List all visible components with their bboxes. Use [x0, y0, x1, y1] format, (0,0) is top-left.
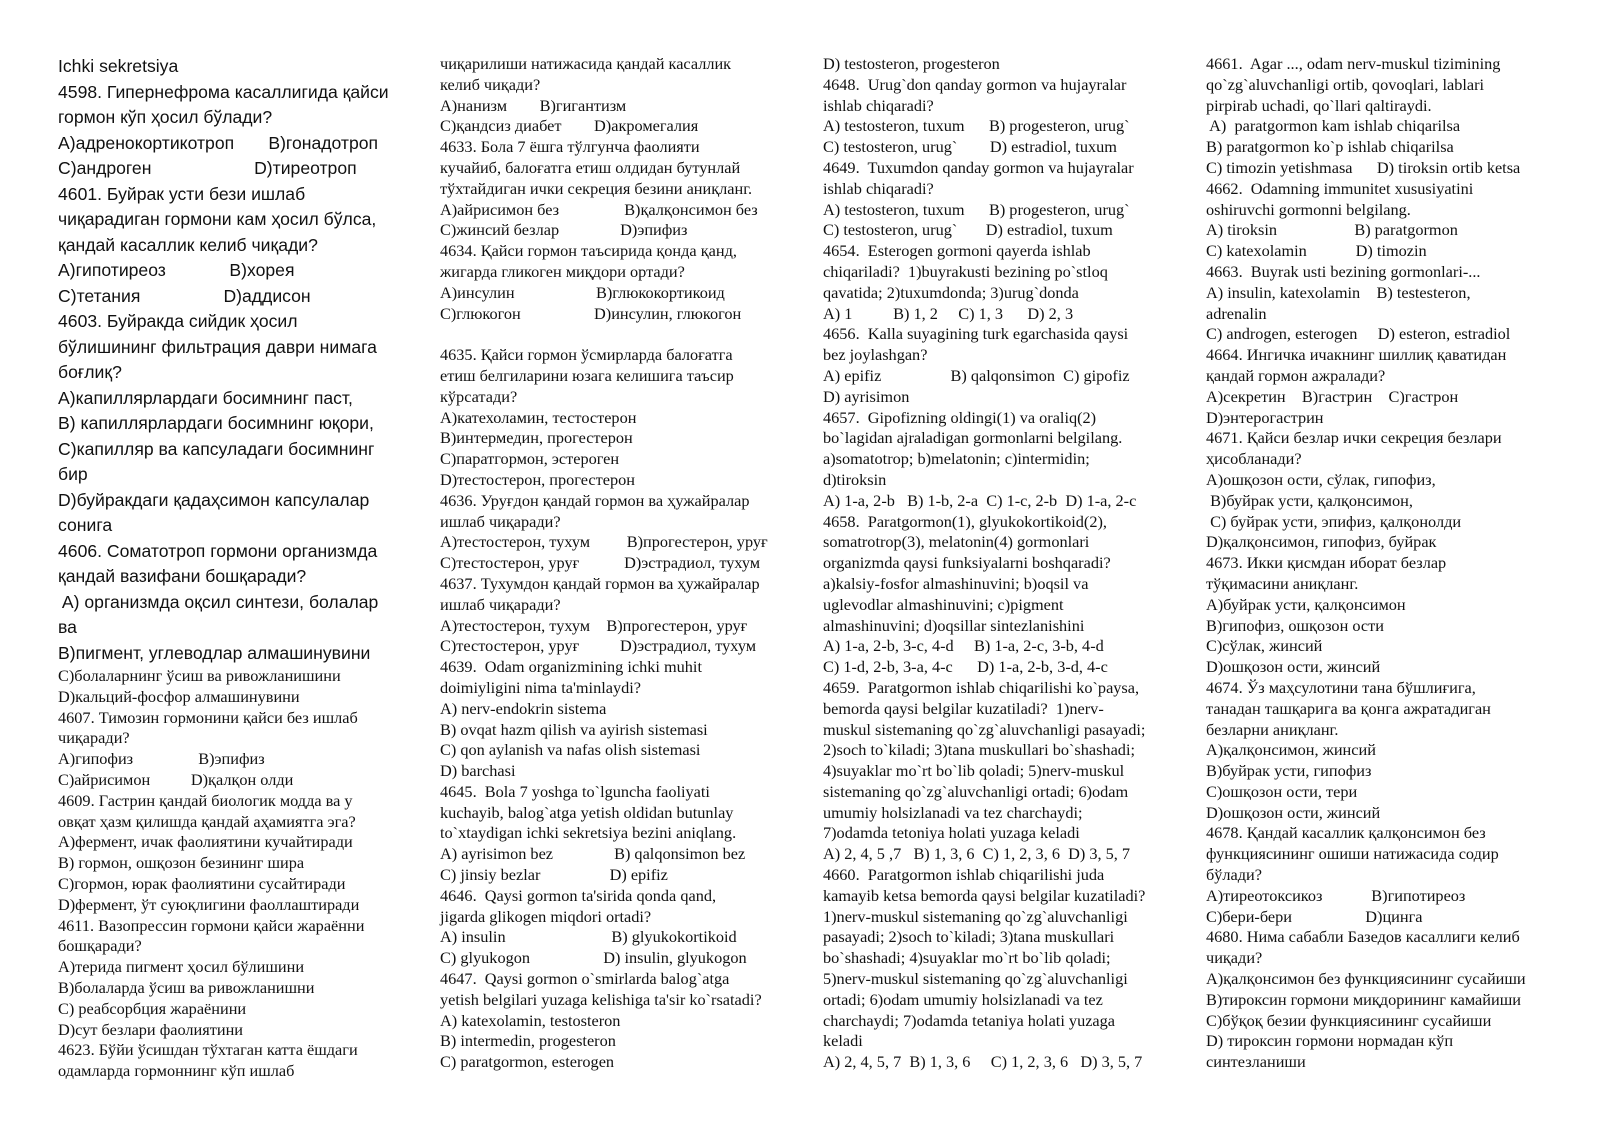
text-line: adrenalin [1206, 303, 1267, 323]
text-line: A)адренокортикотроп B)гонадотроп [58, 132, 379, 153]
text-line: ишлаб чиқаради? [440, 511, 561, 531]
text-line: A) insulin, katexolamin B) testesteron, [1206, 282, 1471, 302]
text-line: D)тестостерон, прогестерон [440, 469, 635, 489]
text-line: C)ошқозон ости, тери [1206, 781, 1358, 801]
text-line: C) timozin yetishmasa D) tiroksin ortib ketsa [1206, 157, 1521, 177]
text-line: A)терида пигмент ҳосил бўлишини [58, 957, 305, 977]
text-line: bemorda qaysi belgilar kuzatiladi? 1)nerv- [823, 698, 1104, 718]
text-line: кўрсатади? [440, 386, 518, 406]
text-line: C) 1-d, 2-b, 3-a, 4-c D) 1-a, 2-b, 3-d, 4-c [823, 657, 1108, 677]
text-line: to`xtaydigan ichki sekretsiya bezini aniqlang. [440, 823, 737, 843]
text-line: 4671. Қайси безлар ички секреция безлари [1206, 428, 1502, 448]
text-line: A)қалқонсимон, жинсий [1206, 740, 1376, 760]
text-line: танадан ташқарига ва қонга ажратадиган [1206, 698, 1491, 718]
text-line: somatrotrop(3), melatonin(4) gormonlari [823, 532, 1090, 552]
text-line: B)буйрак усти, гипофиз [1206, 761, 1372, 781]
text-line: A) 1 B) 1, 2 C) 1, 3 D) 2, 3 [823, 303, 1074, 323]
text-line: C) qon aylanish va nafas olish sistemasi [440, 740, 701, 760]
text-line: pasayadi; 2)soch to`kiladi; 3)tana muskullari [823, 927, 1115, 947]
text-line: D)кальций-фосфор алмашинувини [58, 686, 300, 706]
text-line: чиқаради? [58, 728, 130, 748]
text-line: C) androgen, esterogen D) esteron, estradiol [1206, 324, 1511, 344]
text-line: C)тестостерон, уруғ D)эстрадиол, тухум [440, 636, 757, 656]
text-line: 4660. Paratgormon ishlab chiqarilishi juda [823, 865, 1105, 885]
text-line: чиқади? [1206, 948, 1263, 968]
text-line: 4658. Paratgormon(1), glyukokortikoid(2), [823, 511, 1107, 531]
text-line: 4637. Тухумдон қандай гормон ва ҳужайралар [440, 573, 760, 593]
text-line: A) организмда оқсил синтези, болалар [58, 591, 379, 612]
text-line: C)жинсий безлар D)эпифиз [440, 220, 688, 240]
text-line: B) гормон, ошқозон безининг шира [58, 853, 305, 873]
text-line: A)секретин B)гастрин C)гастрон [1206, 386, 1459, 406]
text-line: синтезланиши [1206, 1052, 1306, 1072]
text-line: C)капилляр ва капсуладаги босимнинг [58, 438, 375, 459]
text-line: pirpirab uchadi, qo`llari qaltiraydi. [1206, 95, 1432, 115]
text-line: B)буйрак усти, қалқонсимон, [1206, 490, 1413, 510]
text-line: 4645. Bola 7 yoshga to`lguncha faoliyati [440, 781, 710, 801]
text-line: A)фермент, ичак фаолиятини кучайтиради [58, 832, 353, 852]
text-line: гормон кўп ҳосил бўлади? [58, 107, 273, 127]
text-line: D) тироксин гормони нормадан кўп [1206, 1031, 1454, 1051]
text-line: a)kalsiy-fosfor almashinuvini; b)oqsil va [823, 573, 1089, 593]
text-line: 4678. Қандай касаллик қалқонсимон без [1206, 823, 1486, 843]
text-line: qavatida; 2)tuxumdonda; 3)urug`donda [823, 282, 1079, 302]
text-line: 7)odamda tetoniya holati yuzaga keladi [823, 823, 1080, 843]
column-3 [823, 54, 1193, 1073]
text-line: 4647. Qaysi gormon o`smirlarda balog`atga [440, 969, 730, 989]
text-line: D)буйракдаги қадаҳсимон капсулалар [58, 489, 370, 510]
text-line: B) intermedin, progesteron [440, 1031, 616, 1051]
text-line: чиқарилиши натижасида қандай касаллик [440, 54, 732, 73]
text-line: 4646. Qaysi gormon ta'sirida qonda qand, [440, 885, 717, 905]
text-line: B)тироксин гормони миқдорининг камайиши [1206, 989, 1521, 1009]
text-line: organizmda qaysi funksiyalarni boshqaradi? [823, 553, 1111, 573]
text-line: D) barchasi [440, 761, 516, 781]
text-line: безларни аниқланг. [1206, 719, 1339, 739]
text-line: A)инсулин B)глюкокортикоид [440, 282, 725, 302]
text-line: 4639. Odam organizmining ichki muhit [440, 657, 702, 677]
text-line: тўқимасини аниқланг. [1206, 573, 1359, 593]
text-line: D)сут безлари фаолиятини [58, 1019, 244, 1039]
text-line: боғлиқ? [58, 362, 122, 382]
text-line: B)болаларда ўсиш ва ривожланишни [58, 977, 315, 997]
text-line: C) glyukogon D) insulin, glyukogon [440, 948, 747, 968]
text-line: qo`zg`aluvchanligi ortib, qovoqlari, lablari [1206, 74, 1485, 94]
text-line: бўлади? [1206, 865, 1262, 885]
text-line: doimiyligini nima ta'minlaydi? [440, 677, 641, 697]
text-line: етиш белгиларини юзага келишига таъсир [440, 365, 734, 385]
text-line: қандай вазифани бошқаради? [58, 566, 307, 586]
column-2-text [440, 54, 810, 1073]
text-line: umumiy holsizlanadi va tez charchaydi; [823, 802, 1083, 822]
text-line: A) tiroksin B) paratgormon [1206, 220, 1458, 240]
text-line: charchaydi; 7)odamda tetaniya holati yuzaga [823, 1010, 1116, 1030]
text-line: C)бўқоқ безии функциясининг сусайиши [1206, 1010, 1492, 1030]
column-3-text [823, 54, 1193, 1073]
text-line: келиб чиқади? [440, 74, 541, 94]
text-line: A) 1-a, 2-b, 3-c, 4-d B) 1-a, 2-c, 3-b, 4-d [823, 636, 1104, 656]
text-line: D)ошқозон ости, жинсий [1206, 657, 1381, 677]
text-line: ishlab chiqaradi? [823, 178, 934, 198]
text-line: jigarda glikogen miqdori ortadi? [440, 906, 652, 926]
text-line: A) 2, 4, 5, 7 B) 1, 3, 6 C) 1, 2, 3, 6 D) 3, 5, 7 [823, 1052, 1143, 1072]
text-line: a)somatotrop; b)melatonin; c)intermidin; [823, 449, 1090, 469]
text-line: 4680. Нима сабабли Базедов касаллиги келиб [1206, 927, 1520, 947]
text-line: C)тестостерон, уруғ D)эстрадиол, тухум [440, 553, 761, 573]
text-line: chiqariladi? 1)buyrakusti bezining po`stloq [823, 261, 1108, 281]
text-line: Ichki sekretsiya [58, 56, 179, 76]
text-line: A) paratgormon kam ishlab chiqarilsa [1206, 116, 1461, 136]
text-line: 4657. Gipofizning oldingi(1) va oraliq(2) [823, 407, 1097, 427]
text-line: A) insulin B) glyukokortikoid [440, 927, 737, 947]
column-1-sans-text [58, 54, 420, 666]
text-line: бўлишининг фильтрация даври нимага [58, 336, 377, 357]
text-line: A) katexolamin, testosteron [440, 1010, 621, 1030]
text-line: 5)nerv-muskul sistemaning qo`zg`aluvchanligi [823, 969, 1128, 989]
text-line: функциясининг ошиши натижасида содир [1206, 844, 1499, 864]
text-line: C) testosteron, urug` D) estradiol, tuxum [823, 220, 1113, 240]
column-4 [1206, 54, 1591, 1073]
text-line: 4611. Вазопрессин гормони қайси жараённи [58, 915, 365, 935]
text-line: C)тетания D)аддисон [58, 285, 311, 306]
text-line: muskul sistemaning qo`zg`aluvchanligi pasayadi; [823, 719, 1146, 739]
text-line: bo`shashadi; 4)suyaklar mo`rt bo`lib qoladi; [823, 948, 1111, 968]
text-line: бир [58, 464, 88, 484]
text-line: 4)suyaklar mo`rt bo`lib qoladi; 5)nerv-muskul [823, 761, 1125, 781]
text-line: C) буйрак усти, эпифиз, қалқонолди [1206, 511, 1462, 531]
text-line: A) testosteron, tuxum B) progesteron, urug` [823, 199, 1130, 219]
text-line: B)интермедин, прогестерон [440, 428, 633, 448]
text-line: sistemaning qo`zg`aluvchanligi ortadi; 6)odam [823, 781, 1129, 801]
text-line: A)катехоламин, тестостерон [440, 407, 637, 427]
text-line: кучайиб, балоғатга етиш олдидан бутунлай [440, 157, 741, 177]
text-line: kuchayib, balog`atga yetish oldidan butunlay [440, 802, 734, 822]
text-line: kamayib ketsa bemorda qaysi belgilar kuzatiladi? [823, 885, 1146, 905]
text-line: A) nerv-endokrin sistema [440, 698, 607, 718]
text-line: 4654. Esterogen gormoni qayerda ishlab [823, 241, 1091, 261]
text-line: 4633. Бола 7 ёшга тўлгунча фаолияти [440, 137, 700, 157]
text-line: C)гормон, юрак фаолиятини сусайтиради [58, 873, 346, 893]
text-line: 4661. Agar ..., odam nerv-muskul tizimining [1206, 54, 1501, 73]
text-line: D) ayrisimon [823, 386, 910, 406]
text-line: 4598. Гипернефрома касаллигида қайси [58, 81, 389, 102]
text-line: keladi [823, 1031, 863, 1051]
text-line: C) katexolamin D) timozin [1206, 241, 1427, 261]
text-line: C)болаларнинг ўсиш ва ривожланишини [58, 666, 341, 685]
text-line: чиқарадиган гормони кам ҳосил бўлса, [58, 209, 377, 229]
text-line: сонига [58, 515, 113, 535]
text-line: 4649. Tuxumdon qanday gormon va hujayralar [823, 157, 1134, 177]
text-line: oshiruvchi gormonni belgilang. [1206, 199, 1411, 219]
text-line: A) 1-a, 2-b B) 1-b, 2-a C) 1-c, 2-b D) 1-a, 2-c [823, 490, 1137, 510]
text-line: бошқаради? [58, 936, 142, 956]
text-line: қандай гормон ажралади? [1206, 365, 1386, 385]
text-line: C)бери-бери D)цинга [1206, 906, 1423, 926]
text-line: almashinuvini; d)oqsillar sintezlanishini [823, 615, 1085, 635]
text-line: 4663. Buyrak usti bezining gormonlari-... [1206, 261, 1481, 281]
text-line: A)тестостерон, тухум B)прогестерон, уруғ [440, 615, 748, 635]
text-line: 4623. Бўйи ўсишдан тўхтаган катта ёшдаги [58, 1040, 358, 1060]
text-line: 4662. Odamning immunitet xususiyatini [1206, 178, 1474, 198]
text-line: 4603. Буйракда сийдик ҳосил [58, 311, 298, 331]
text-line: ҳисобланади? [1206, 449, 1302, 469]
text-line: B) капиллярлардаги босимнинг юқори, [58, 413, 374, 433]
text-line: d)tiroksin [823, 469, 887, 489]
text-line: 4664. Ингичка ичакнинг шиллиқ қаватидан [1206, 345, 1507, 365]
text-line: қандай касаллик келиб чиқади? [58, 234, 318, 255]
text-line: 4606. Соматотроп гормони организмда [58, 540, 378, 561]
text-line: A)капиллярлардаги босимнинг паст, [58, 387, 353, 408]
text-line: A)буйрак усти, қалқонсимон [1206, 594, 1406, 614]
text-line [440, 324, 810, 345]
text-line: B)гипофиз, ошқозон ости [1206, 615, 1384, 635]
text-line: uglevodlar almashinuvini; c)pigment [823, 594, 1064, 614]
text-line: 4609. Гастрин қандай биологик модда ва у [58, 790, 353, 810]
column-2 [440, 54, 810, 1073]
text-line: 4635. Қайси гормон ўсмирларда балоғатга [440, 345, 733, 365]
text-line: C)сўлак, жинсий [1206, 636, 1323, 656]
column-1-serif-text [58, 666, 420, 1082]
text-line: A)гипофиз B)эпифиз [58, 749, 265, 769]
text-line: A) epifiz B) qalqonsimon C) gipofiz [823, 365, 1130, 385]
text-line: A)тестостерон, тухум B)прогестерон, уруғ [440, 532, 768, 552]
text-line: A) ayrisimon bez B) qalqonsimon bez [440, 844, 746, 864]
text-line: C)глюкогон D)инсулин, глюкогон [440, 303, 742, 323]
text-line: 4659. Paratgormon ishlab chiqarilishi ko`paysa, [823, 677, 1140, 697]
text-line: 4674. Ўз маҳсулотини тана бўшлиғига, [1206, 677, 1476, 697]
text-line: 4656. Kalla suyagining turk egarchasida qaysi [823, 324, 1129, 344]
text-line: ishlab chiqaradi? [823, 95, 934, 115]
text-line: 4673. Икки қисмдан иборат безлар [1206, 553, 1447, 573]
text-line: A) testosteron, tuxum B) progesteron, urug` [823, 116, 1130, 136]
text-line: yetish belgilari yuzaga kelishiga ta'sir ko`rsatadi? [440, 989, 762, 1009]
text-line: ва [58, 617, 77, 637]
text-line: одамларда гормоннинг кўп ишлаб [58, 1061, 295, 1081]
text-line: A)айрисимон без B)қалқонсимон без [440, 199, 758, 219]
text-line: 4636. Уруғдон қандай гормон ва ҳужайралар [440, 490, 750, 510]
text-line: C)паратгормон, эстероген [440, 449, 620, 469]
column-4-text [1206, 54, 1591, 1073]
text-line: D)энтерогастрин [1206, 407, 1324, 427]
text-line: C)қандсиз диабет D)акромегалия [440, 116, 699, 136]
text-line: D)ошқозон ости, жинсий [1206, 802, 1381, 822]
text-line: B)пигмент, углеводлар алмашинувини [58, 642, 371, 663]
text-line: C) testosteron, urug` D) estradiol, tuxum [823, 137, 1117, 157]
text-line: C) jinsiy bezlar D) epifiz [440, 865, 668, 885]
text-line: 4634. Қайси гормон таъсирида қонда қанд, [440, 241, 737, 261]
text-line: овқат ҳазм қилишда қандай аҳамиятга эга? [58, 811, 356, 831]
text-line: C)андроген D)тиреотроп [58, 158, 357, 178]
text-line: 4648. Urug`don qanday gormon va hujayralar [823, 74, 1127, 94]
text-line: тўхтайдиган ички секреция безини аниқланг. [440, 178, 753, 198]
text-line: B) ovqat hazm qilish va ayirish sistemasi [440, 719, 708, 739]
text-line: B) paratgormon ko`p ishlab chiqarilsa [1206, 137, 1454, 157]
text-line: 1)nerv-muskul sistemaning qo`zg`aluvchanligi [823, 906, 1128, 926]
text-line: A)гипотиреоз B)хорея [58, 260, 295, 280]
text-line: A)тиреотоксикоз B)гипотиреоз [1206, 885, 1466, 905]
text-line: bo`lagidan ajraladigan gormonlarni belgilang. [823, 428, 1123, 448]
text-line: D)қалқонсимон, гипофиз, буйрак [1206, 532, 1437, 552]
text-line: A)ошқозон ости, сўлак, гипофиз, [1206, 469, 1436, 489]
text-line: ortadi; 6)odam umumiy holsizlanadi va tez [823, 989, 1103, 1009]
text-line: C) paratgormon, esterogen [440, 1052, 615, 1072]
text-line: C) реабсорбция жараёнини [58, 998, 247, 1018]
column-1 [58, 54, 420, 1082]
text-line: bez joylashgan? [823, 345, 928, 365]
text-line: D) testosteron, progesteron [823, 54, 1000, 73]
text-line: 4607. Тимозин гормонини қайси без ишлаб [58, 707, 358, 727]
text-line: A) 2, 4, 5 ,7 B) 1, 3, 6 C) 1, 2, 3, 6 D) 3, 5, 7 [823, 844, 1131, 864]
text-line: A)нанизм B)гигантизм [440, 95, 627, 115]
text-line: жигарда гликоген миқдори ортади? [440, 261, 685, 281]
text-line: C)айрисимон D)қалқон олди [58, 769, 294, 789]
text-line: D)фермент, ўт суюқлигини фаоллаштиради [58, 894, 360, 914]
text-line: ишлаб чиқаради? [440, 594, 561, 614]
text-line: 2)soch to`kiladi; 3)tana muskullari bo`shashadi; [823, 740, 1135, 760]
text-line: 4601. Буйрак усти бези ишлаб [58, 183, 306, 204]
text-line: A)қалқонсимон без функциясининг сусайиши [1206, 969, 1526, 989]
